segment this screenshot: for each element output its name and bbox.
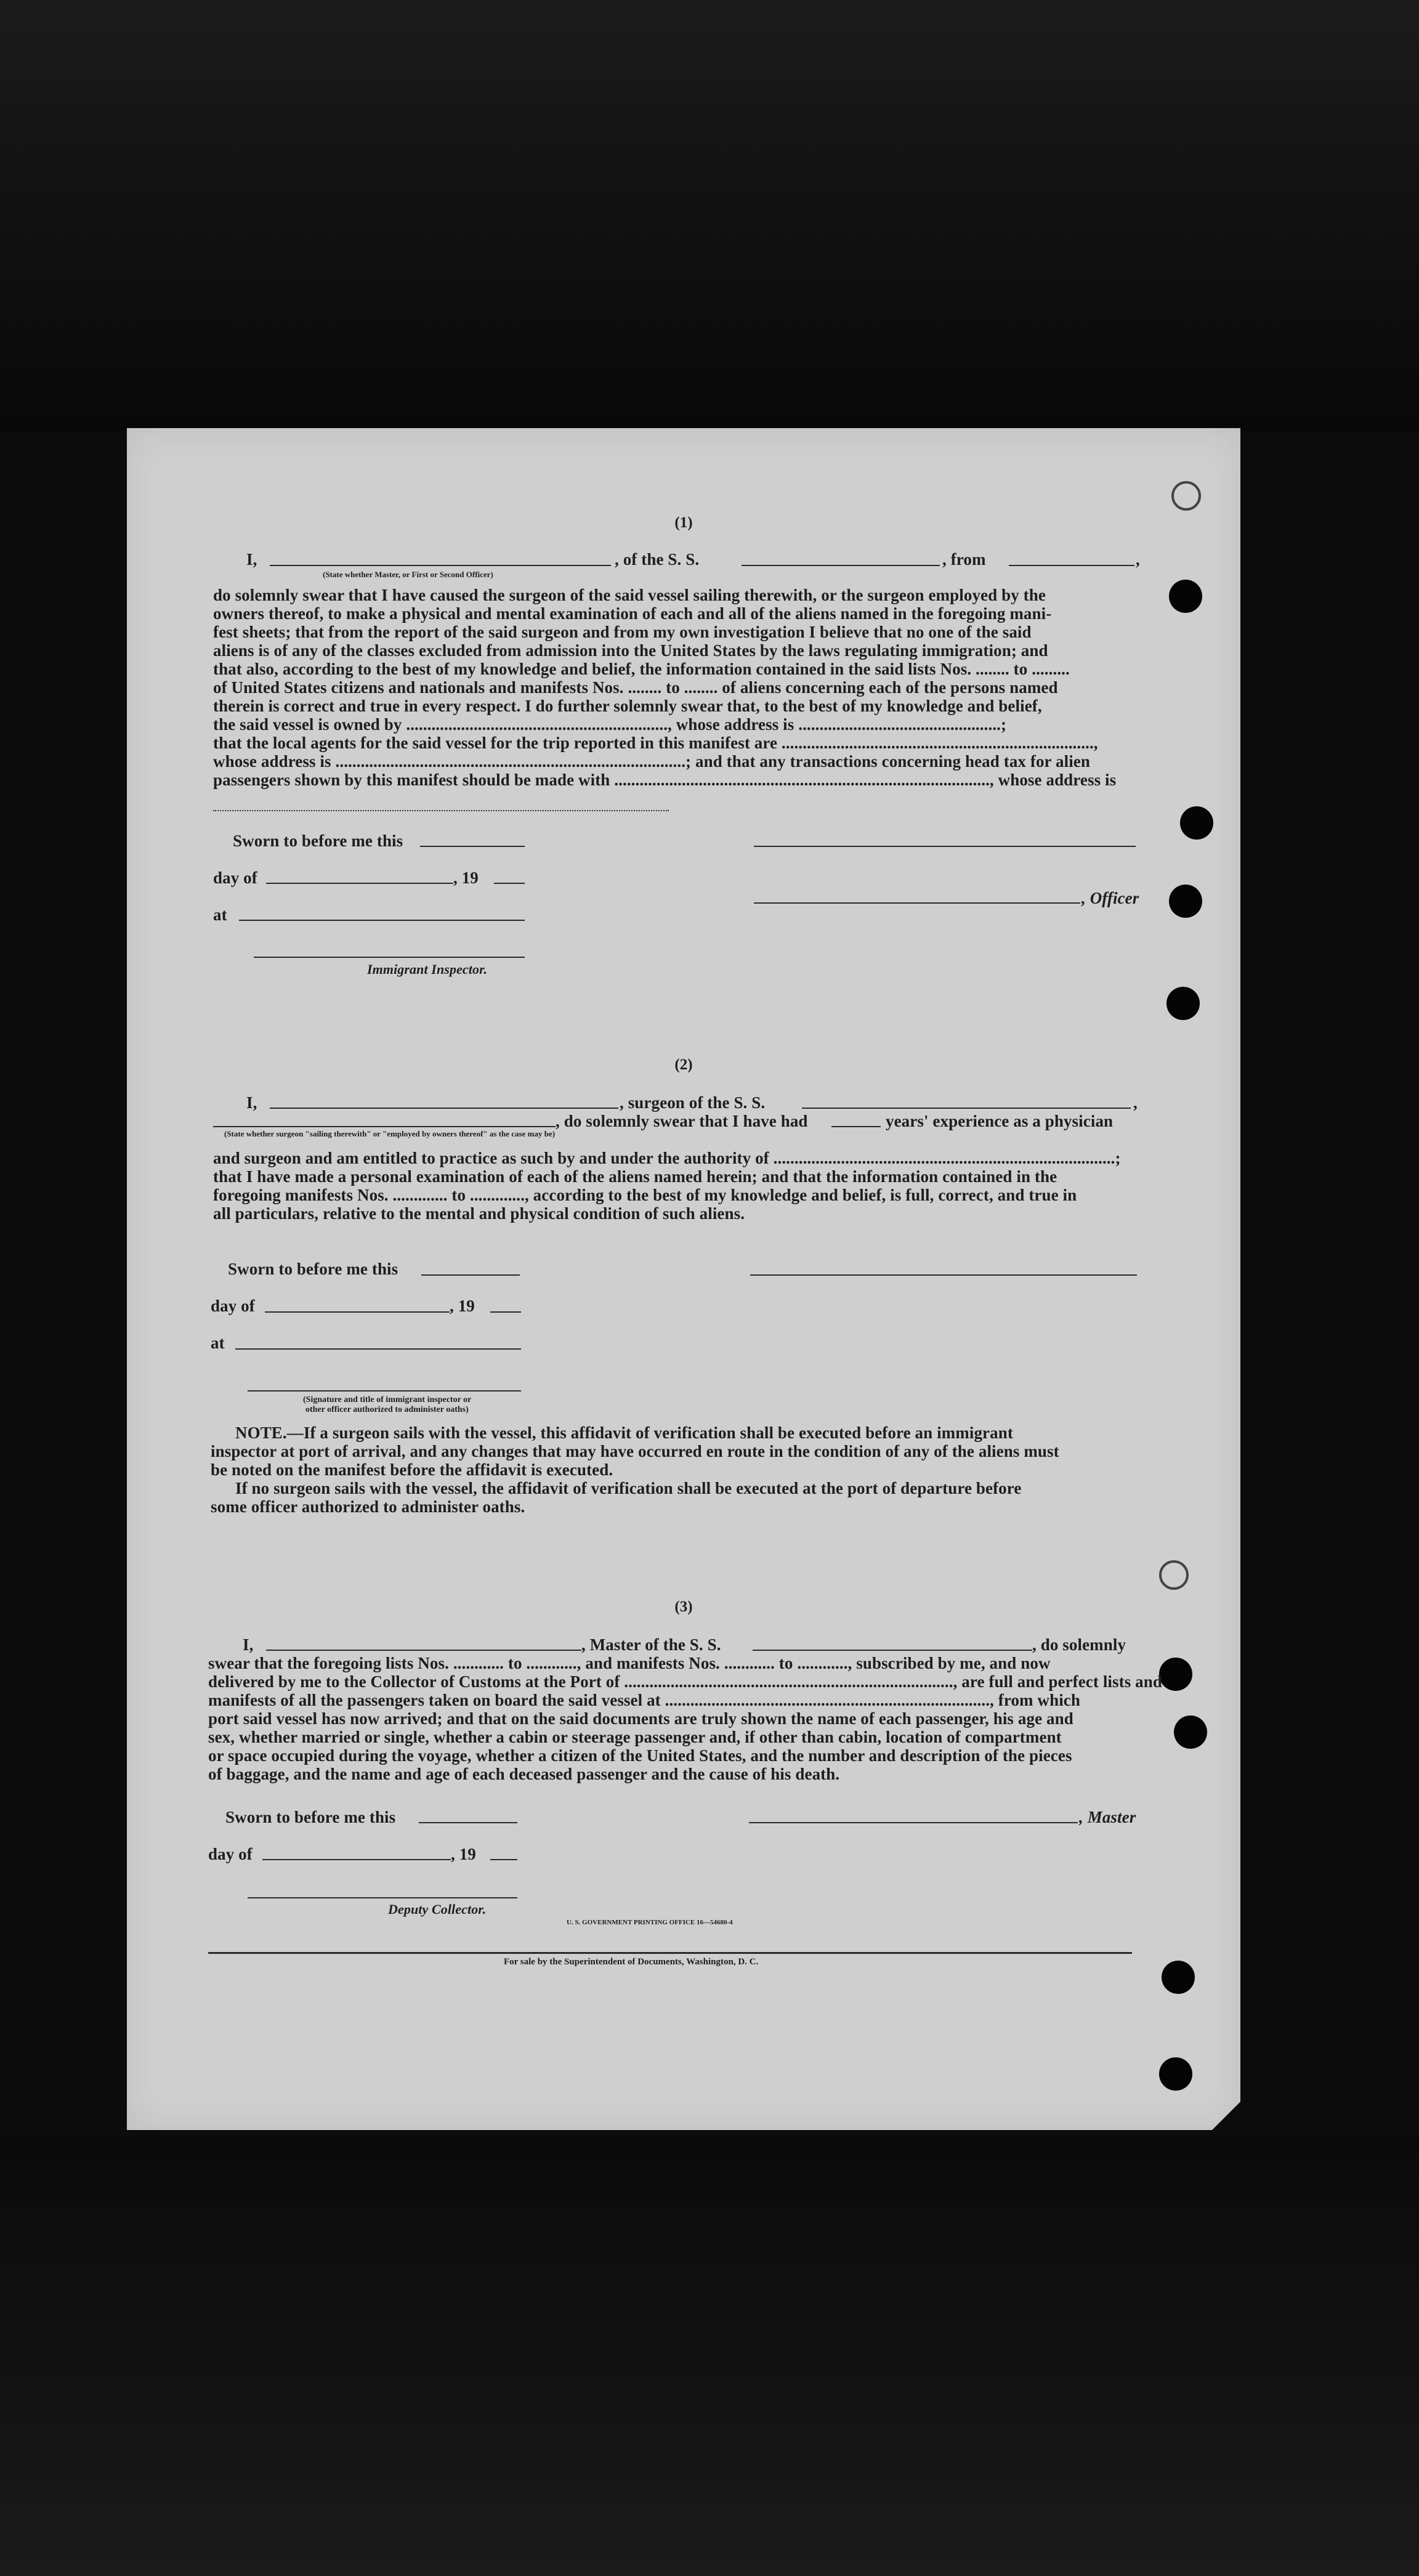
printing-office-imprint: U. S. GOVERNMENT PRINTING OFFICE 16—54680-4 xyxy=(567,1919,733,1926)
section-3-body-2: manifests of all the passengers taken on board the said vessel at ............................................................................., from which xyxy=(208,1691,1081,1709)
section-1-day-of: day of xyxy=(213,869,257,887)
section-1-body-4: that also, according to the best of my knowledge and belief, the information contained in the said lists Nos. ........ to ......... xyxy=(213,660,1070,678)
section-3-body-5: or space occupied during the voyage, whether a citizen of the United States, and the number and description of the pieces xyxy=(208,1746,1072,1765)
section-1-body-10: passengers shown by this manifest should be made with ........................................................................................., whose address is xyxy=(213,771,1117,789)
blank-year-2 xyxy=(490,1311,521,1313)
section-2-i: I, xyxy=(246,1093,257,1112)
section-1-body-3: aliens is of any of the classes excluded from admission into the United States by the laws regulating immigration; and xyxy=(213,641,1048,660)
blank-day-2 xyxy=(265,1311,450,1313)
signature-note-line-1: (Signature and title of immigrant inspector or xyxy=(303,1395,472,1404)
note-line-3: If no surgeon sails with the vessel, the affidavit of verification shall be executed at the port of departure before xyxy=(235,1479,1022,1497)
punch-hole xyxy=(1159,1560,1189,1590)
section-3-solemnly: , do solemnly xyxy=(1032,1635,1126,1654)
section-3-number: (3) xyxy=(674,1598,693,1615)
section-2-body-3: all particulars, relative to the mental and physical condition of such aliens. xyxy=(213,1204,745,1223)
section-2-number: (2) xyxy=(674,1056,693,1073)
section-2-years: years' experience as a physician xyxy=(886,1112,1114,1130)
section-2-day-of: day of xyxy=(211,1297,255,1315)
punch-hole xyxy=(1169,885,1202,918)
section-1-body-6: therein is correct and true in every respect. I do further solemnly swear that, to the best of my knowledge and belief, xyxy=(213,697,1042,715)
section-3-body-3: port said vessel has now arrived; and that on the said documents are truly shown the name of each passenger, his age and xyxy=(208,1709,1073,1728)
blank-at-2 xyxy=(235,1348,521,1350)
section-2-body-0: and surgeon and am entitled to practice as such by and under the authority of .................................................................................; xyxy=(213,1149,1121,1167)
blank-master-signature xyxy=(749,1822,1078,1823)
blank-master-vessel xyxy=(753,1650,1032,1651)
blank-sworn-date xyxy=(420,846,525,847)
note-line-2: be noted on the manifest before the affidavit is executed. xyxy=(211,1460,613,1479)
section-3-body-6: of baggage, and the name and age of each deceased passenger and the cause of his death. xyxy=(208,1765,840,1783)
section-3-i: I, xyxy=(243,1635,254,1654)
note-line-4: some officer authorized to administer oaths. xyxy=(211,1497,525,1516)
section-1-body-7: the said vessel is owned by .............................................................., whose address is ................................................; xyxy=(213,715,1007,734)
surgeon-status-note: (State whether surgeon "sailing therewith" or "employed by owners thereof" as the case may be) xyxy=(224,1129,556,1138)
note-text-0: —If a surgeon sails with the vessel, this affidavit of verification shall be executed before an immigrant xyxy=(286,1424,1013,1442)
blank-at xyxy=(239,920,525,921)
blank-years xyxy=(831,1126,881,1127)
section-2-swear: , do solemnly swear that I have had xyxy=(556,1112,808,1130)
punch-hole xyxy=(1169,580,1202,613)
blank-head-tax-address xyxy=(213,810,669,811)
scan-background-bottom xyxy=(0,2137,1419,2576)
immigrant-inspector-label: Immigrant Inspector. xyxy=(367,962,488,977)
section-1-body-5: of United States citizens and nationals and manifests Nos. ........ to ........ of aliens concerning each of the persons named xyxy=(213,678,1058,697)
deputy-collector-label: Deputy Collector. xyxy=(388,1902,487,1917)
section-2-body-2: foregoing manifests Nos. ............. to ............., according to the best of my knowledge and belief, is full, correct, and true in xyxy=(213,1186,1077,1204)
section-1-sworn: Sworn to before me this xyxy=(233,832,403,850)
blank-deputy-signature xyxy=(248,1897,517,1898)
punch-hole xyxy=(1174,1715,1207,1749)
section-2-surgeon-of: , surgeon of the S. S. xyxy=(620,1093,766,1112)
punch-hole xyxy=(1180,806,1213,840)
blank-surgeon-signature xyxy=(750,1274,1137,1276)
punch-hole xyxy=(1159,1658,1192,1691)
punch-hole xyxy=(1166,987,1200,1020)
section-3-nineteen: , 19 xyxy=(451,1845,476,1863)
section-1-i: I, xyxy=(246,550,257,569)
section-1-nineteen: , 19 xyxy=(453,869,479,887)
section-1-comma: , xyxy=(1136,550,1140,569)
blank-officer-signature xyxy=(754,902,1080,904)
blank-surgeon-name xyxy=(270,1108,618,1109)
blank-port xyxy=(1009,565,1134,566)
section-3-sworn: Sworn to before me this xyxy=(225,1808,396,1826)
scan-background-top xyxy=(0,0,1419,431)
section-1-of-ss: , of the S. S. xyxy=(615,550,700,569)
note-line-0 xyxy=(235,1424,1013,1443)
rank-note: (State whether Master, or First or Second Officer) xyxy=(323,570,493,579)
page-corner-fold xyxy=(1212,2102,1240,2130)
blank-year-3 xyxy=(490,1859,517,1860)
section-1-body-1: owners thereof, to make a physical and mental examination of each and all of the aliens named in the foregoing mani- xyxy=(213,604,1052,623)
officer-label: , Officer xyxy=(1081,889,1139,907)
blank-inspector-signature xyxy=(254,957,525,958)
section-1-body-8: that the local agents for the said vessel for the trip reported in this manifest are .........................................................................., xyxy=(213,734,1098,752)
blank-surgeon-vessel xyxy=(802,1108,1131,1109)
section-2-body-1: that I have made a personal examination of each of the aliens named herein; and that the information contained in the xyxy=(213,1167,1057,1186)
punch-hole xyxy=(1159,2057,1192,2091)
blank-officer-signature-top xyxy=(754,846,1136,847)
blank-sworn-date-2 xyxy=(421,1274,520,1276)
blank-day xyxy=(266,883,453,884)
punch-hole xyxy=(1162,1961,1195,1994)
section-3-master-of: , Master of the S. S. xyxy=(581,1635,721,1654)
section-1-body-0: do solemnly swear that I have caused the surgeon of the said vessel sailing therewith, or the surgeon employed by the xyxy=(213,586,1046,604)
section-1-body-9: whose address is ...................................................................................; and that any transactions concerning head tax for alien xyxy=(213,752,1091,771)
master-label: , Master xyxy=(1079,1808,1136,1826)
blank-oath-officer-signature xyxy=(248,1390,521,1391)
section-1-number: (1) xyxy=(674,514,693,531)
section-2-sworn: Sworn to before me this xyxy=(228,1260,398,1278)
section-1-from: , from xyxy=(942,550,986,569)
blank-day-3 xyxy=(262,1859,451,1860)
punch-hole xyxy=(1171,481,1201,511)
section-2-comma: , xyxy=(1133,1093,1138,1112)
blank-sworn-date-3 xyxy=(419,1822,517,1823)
for-sale-notice: For sale by the Superintendent of Documents, Washington, D. C. xyxy=(504,1957,759,1967)
section-3-day-of: day of xyxy=(208,1845,253,1863)
section-2-nineteen: , 19 xyxy=(450,1297,475,1315)
blank-master-name xyxy=(266,1650,581,1651)
blank-vessel xyxy=(742,565,940,566)
section-3-body-0: swear that the foregoing lists Nos. ............ to ............, and manifests Nos. ............ to ............, subscribed by me, and now xyxy=(208,1654,1051,1672)
signature-note-line-2: other officer authorized to administer oaths) xyxy=(305,1405,469,1414)
footer-rule xyxy=(208,1952,1132,1954)
section-3-body-4: sex, whether married or single, whether a cabin or steerage passenger and, if other than cabin, location of compartment xyxy=(208,1728,1062,1746)
blank-rank xyxy=(270,565,611,566)
blank-year xyxy=(494,883,525,884)
note-line-1: inspector at port of arrival, and any changes that may have occurred en route in the condition of any of the aliens must xyxy=(211,1442,1059,1460)
note-label: NOTE. xyxy=(235,1424,287,1442)
section-2-at: at xyxy=(211,1334,225,1352)
blank-surgeon-status xyxy=(213,1126,556,1127)
document-page xyxy=(127,428,1240,2130)
section-1-at: at xyxy=(213,905,227,924)
section-3-body-1: delivered by me to the Collector of Customs at the Port of .............................................................................., are full and perfect lists and xyxy=(208,1672,1163,1691)
section-1-body-2: fest sheets; that from the report of the said surgeon and from my own investigation I believe that no one of the said xyxy=(213,623,1032,641)
